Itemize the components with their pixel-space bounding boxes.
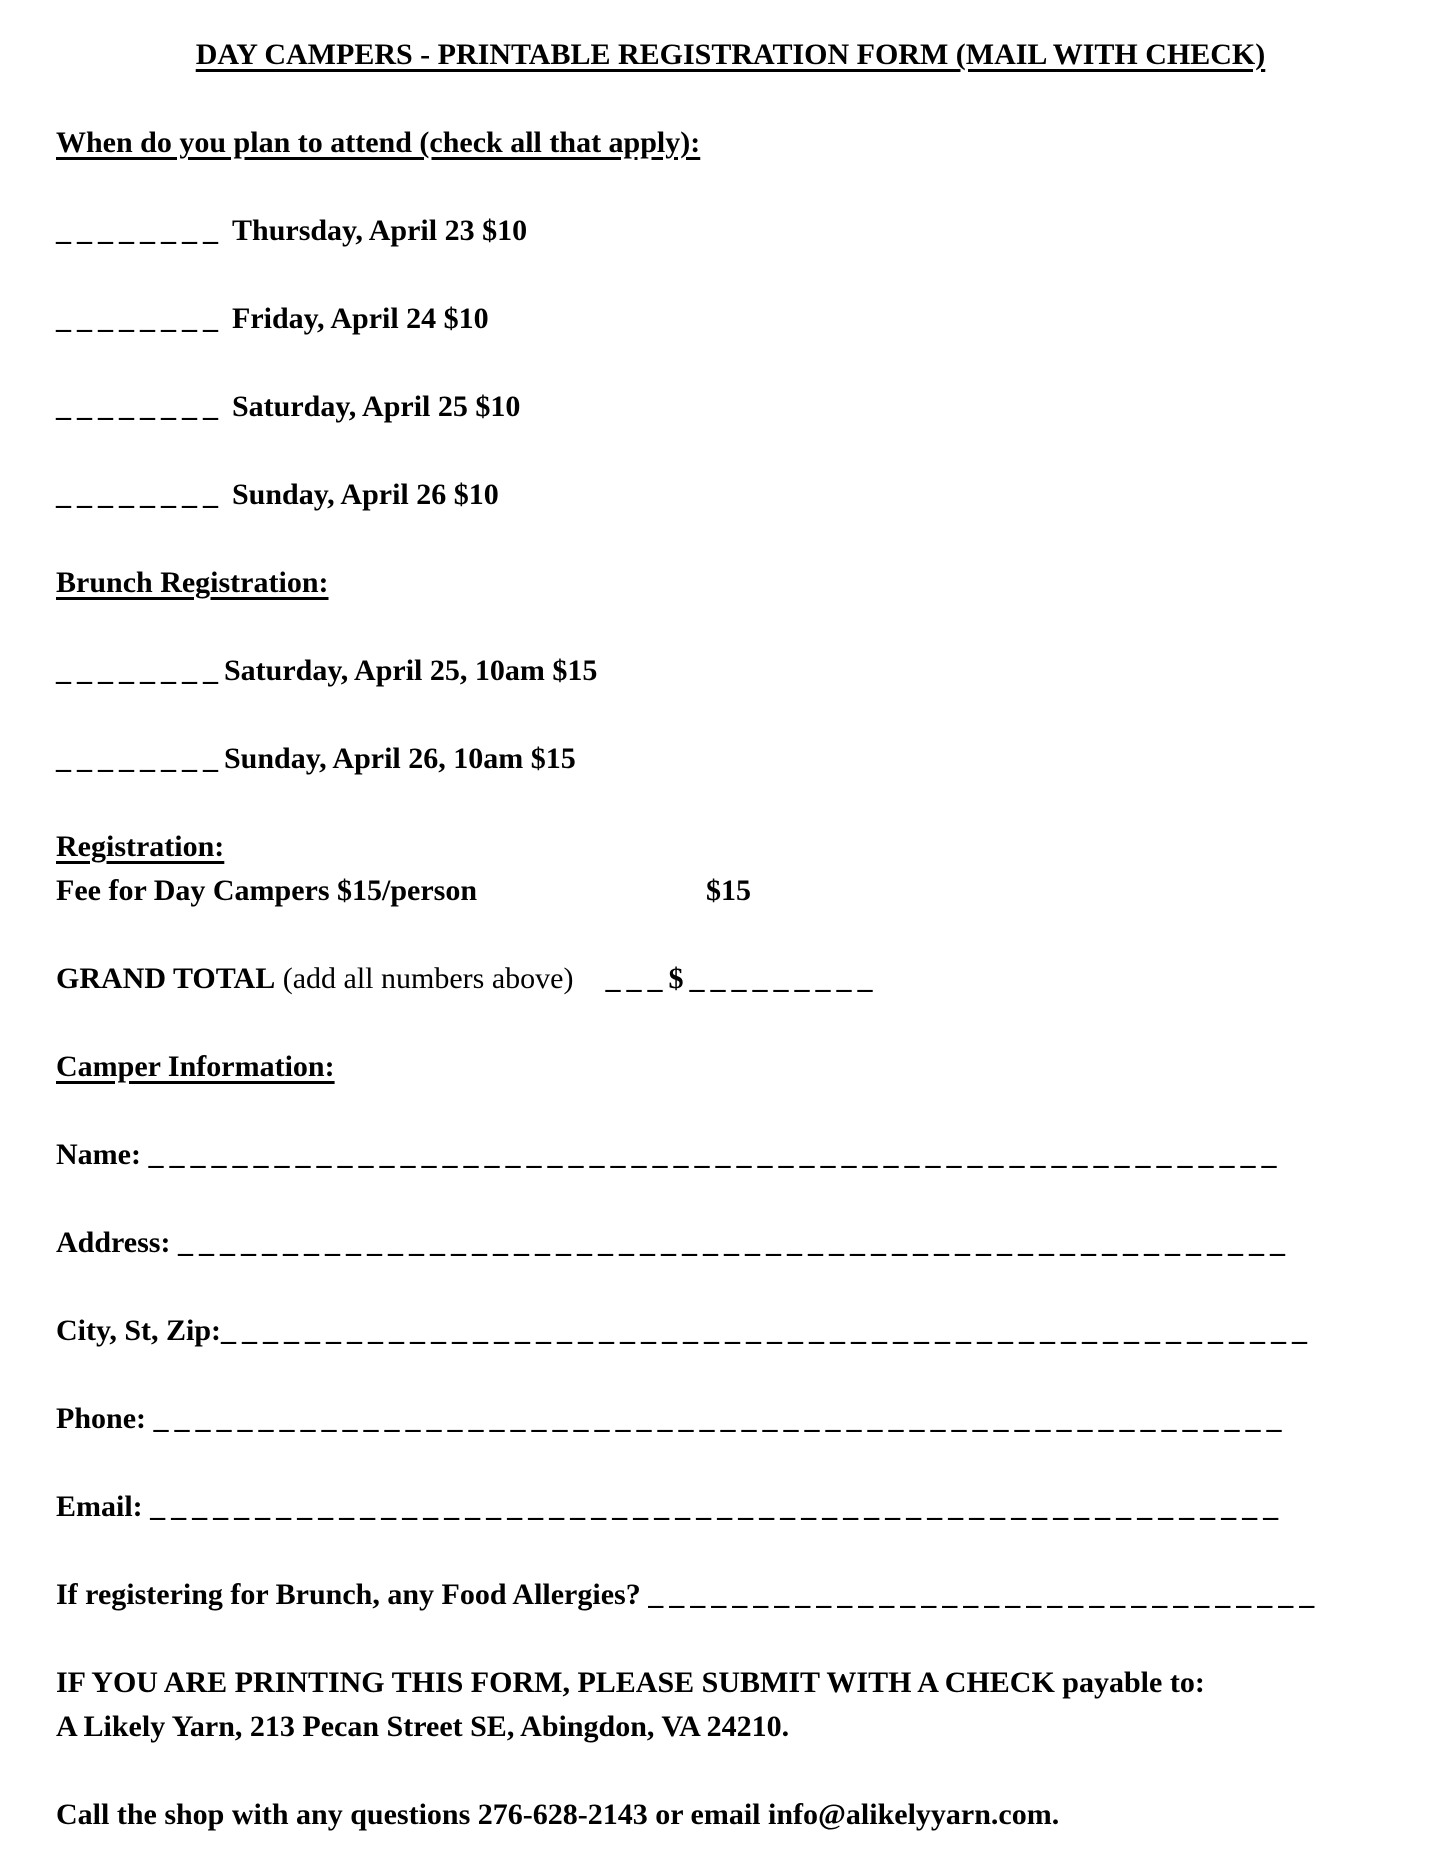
field-city-st-zip (56, 1309, 1405, 1353)
field-phone (56, 1397, 1405, 1441)
grand-total-note: (add all numbers above) (275, 962, 574, 995)
field-email-blank: ______________________________________________________ (150, 1490, 1285, 1523)
brunch-option-sunday-blank: ________ (56, 742, 224, 775)
attend-option-friday (56, 297, 1405, 341)
check-instructions-line2: A Likely Yarn, 213 Pecan Street SE, Abingdon, VA 24210. (56, 1710, 790, 1743)
grand-total-blank: ___$_________ (605, 962, 879, 995)
attend-option-friday-blank: ________ (56, 302, 224, 335)
field-address-label: Address: (56, 1226, 178, 1259)
camper-info-heading: Camper Information: (56, 1050, 335, 1083)
field-phone-label: Phone: (56, 1402, 154, 1435)
field-city-st-zip-label: City, St, Zip: (56, 1314, 222, 1347)
fee-amount: $15 (706, 874, 751, 907)
registration-heading: Registration: (56, 830, 225, 863)
field-name (56, 1133, 1405, 1177)
brunch-heading: Brunch Registration: (56, 566, 329, 599)
form-title: DAY CAMPERS - PRINTABLE REGISTRATION FORM (MAIL WITH CHECK) (195, 38, 1266, 71)
fee-label: Fee for Day Campers $15/person (56, 874, 478, 907)
attend-option-thursday-blank: ________ (56, 214, 224, 247)
contact-line: Call the shop with any questions 276-628-2143 or email info@alikelyyarn.com. (56, 1798, 1060, 1831)
attend-option-friday-label: Friday, April 24 $10 (232, 302, 489, 335)
registration-section (56, 825, 1405, 913)
brunch-option-saturday-label: Saturday, April 25, 10am $15 (224, 654, 598, 687)
check-instructions-line1: IF YOU ARE PRINTING THIS FORM, PLEASE SUBMIT WITH A CHECK payable to: (56, 1666, 1205, 1699)
attend-option-thursday-label: Thursday, April 23 $10 (232, 214, 528, 247)
field-address (56, 1221, 1405, 1265)
field-food-allergies-label: If registering for Brunch, any Food Allergies? (56, 1578, 649, 1611)
check-instructions (56, 1661, 1405, 1749)
attend-option-saturday-label: Saturday, April 25 $10 (232, 390, 521, 423)
attend-option-sunday (56, 473, 1405, 517)
field-name-label: Name: (56, 1138, 149, 1171)
field-email (56, 1485, 1405, 1529)
field-address-blank: _____________________________________________________ (177, 1226, 1291, 1259)
attend-option-saturday-blank: ________ (56, 390, 224, 423)
fee-row (56, 869, 1405, 913)
field-food-allergies (56, 1573, 1405, 1617)
brunch-option-sunday (56, 737, 1405, 781)
brunch-option-saturday-blank: ________ (56, 654, 224, 687)
attend-option-saturday (56, 385, 1405, 429)
brunch-option-sunday-label: Sunday, April 26, 10am $15 (224, 742, 576, 775)
field-city-st-zip-blank: ____________________________________________________ (221, 1314, 1314, 1347)
attend-option-thursday (56, 209, 1405, 253)
grand-total-label: GRAND TOTAL (56, 962, 276, 995)
attend-option-sunday-label: Sunday, April 26 $10 (232, 478, 499, 511)
grand-total-row (56, 957, 1405, 1001)
field-email-label: Email: (56, 1490, 151, 1523)
field-name-blank: ______________________________________________________ (148, 1138, 1283, 1171)
field-phone-blank: ______________________________________________________ (153, 1402, 1288, 1435)
field-food-allergies-blank: ________________________________ (648, 1578, 1321, 1611)
attend-heading: When do you plan to attend (check all that apply): (56, 126, 701, 159)
attend-option-sunday-blank: ________ (56, 478, 224, 511)
brunch-option-saturday (56, 649, 1405, 693)
